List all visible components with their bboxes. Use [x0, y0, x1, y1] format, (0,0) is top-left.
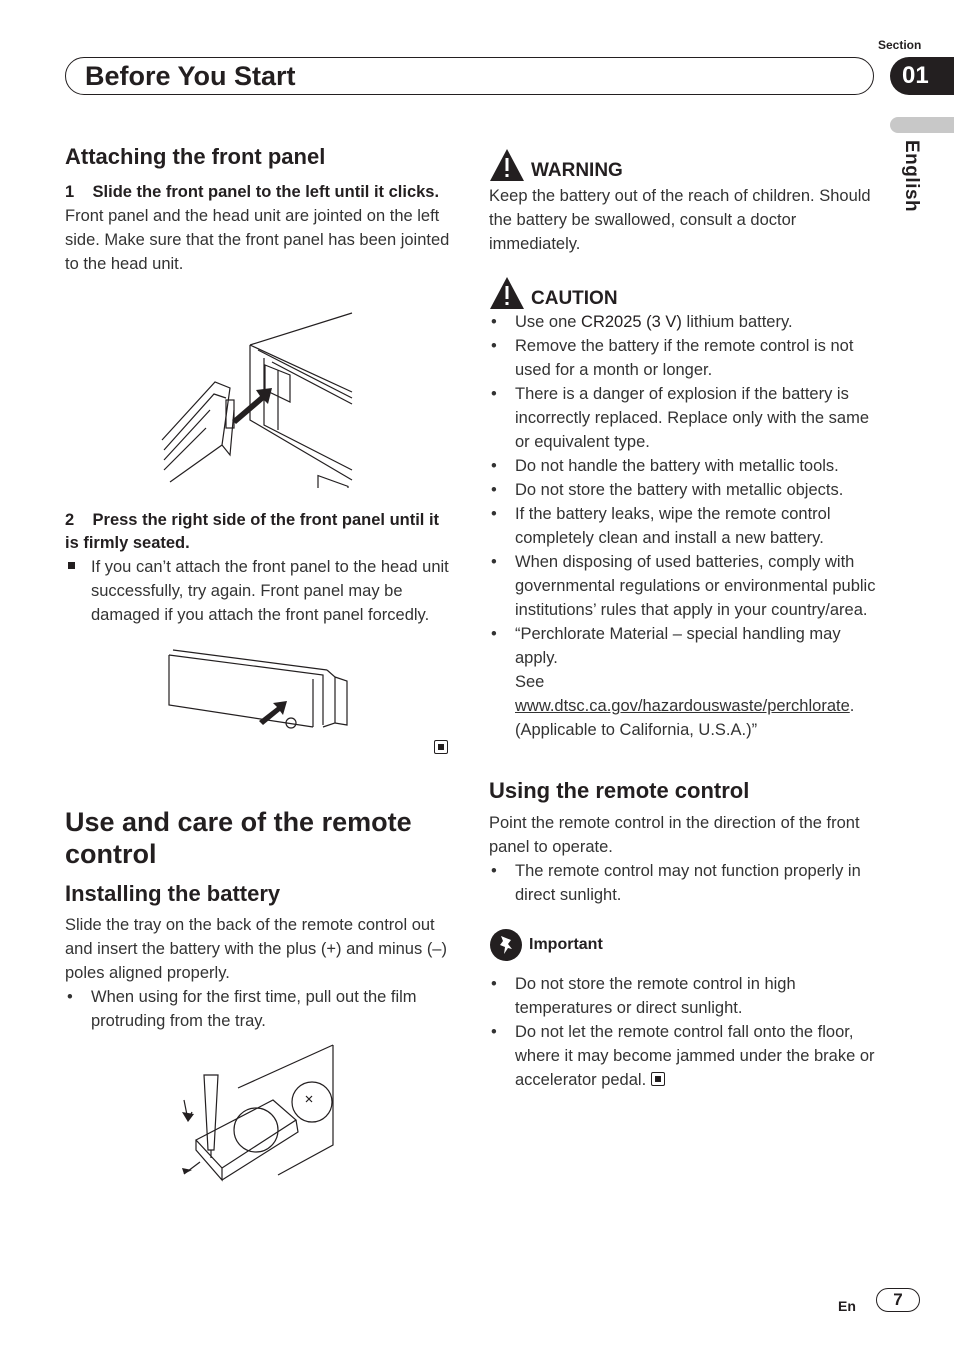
caution-item-1-post: lithium battery. — [681, 313, 793, 331]
installing-battery-heading: Installing the battery — [65, 881, 281, 906]
language-tab — [890, 117, 954, 133]
installing-battery-section — [65, 913, 455, 1033]
caution-item: • There is a danger of explosion if the battery is incorrectly replaced. Replace only with the same or equivalent type. — [489, 382, 879, 454]
warning-block — [489, 148, 879, 256]
press-panel-illustration — [163, 645, 353, 730]
caution-item — [489, 310, 879, 334]
dtsc-link[interactable]: www.dtsc.ca.gov/hazardouswaste/perchlorate — [515, 697, 850, 715]
battery-tray-illustration — [178, 1040, 338, 1185]
using-remote-section — [489, 811, 879, 907]
step-2-note: If you can’t attach the front panel to the head unit successfully, try again. Front panel may be damaged if you attach the front panel forcedly. — [65, 555, 450, 627]
caution-item: • Remove the battery if the remote control is not used for a month or longer. — [489, 334, 879, 382]
perchlorate-text: “Perchlorate Material – special handling may apply. — [515, 625, 841, 667]
step-1-text: Slide the front panel to the left until it clicks. — [92, 183, 440, 201]
caution-item: • If the battery leaks, wipe the remote control completely clean and install a new battery. — [489, 502, 879, 550]
caution-item: • When disposing of used batteries, comply with governmental regulations or environmental public institutions’ rules that apply in your country/area. — [489, 550, 879, 622]
page-title: Before You Start — [85, 61, 296, 91]
footer-language: En — [838, 1298, 856, 1314]
step-2-number: 2 — [65, 511, 75, 529]
section-label: Section — [878, 38, 922, 52]
important-pin-icon — [489, 928, 523, 962]
caution-block — [489, 276, 879, 742]
page-number: 7 — [876, 1288, 920, 1312]
important-item — [489, 1020, 879, 1092]
attaching-heading: Attaching the front panel — [65, 144, 326, 169]
caution-item-1-pre: Use one — [515, 313, 582, 331]
caution-label: CAUTION — [531, 288, 618, 309]
caution-item — [489, 622, 879, 742]
important-item: • Do not store the remote control in high temperatures or direct sunlight. — [489, 972, 879, 1020]
remote-care-heading: Use and care of the remote control — [65, 807, 412, 869]
using-remote-bullet: • The remote control may not function properly in direct sunlight. — [489, 859, 879, 907]
warning-triangle-icon — [489, 148, 525, 182]
using-remote-heading: Using the remote control — [489, 778, 750, 803]
perchlorate-see: See — [515, 673, 545, 691]
caution-item: • Do not store the battery with metallic objects. — [489, 478, 879, 502]
using-remote-body: Point the remote control in the direction of the front panel to operate. — [489, 814, 860, 856]
warning-text: Keep the battery out of the reach of children. Should the battery be swallowed, consult a doctor immediately. — [489, 187, 871, 253]
perchlorate-post: . (Applicable to California, U.S.A.)” — [515, 697, 855, 739]
end-of-section-icon — [651, 1072, 665, 1086]
caution-triangle-icon — [489, 276, 525, 310]
step-2 — [65, 509, 450, 627]
step-1-number: 1 — [65, 183, 75, 201]
step-1 — [65, 181, 450, 276]
battery-type: CR2025 (3 V) — [581, 313, 682, 331]
step-2-text: Press the right side of the front panel until it is firmly seated. — [65, 511, 440, 552]
important-item-2-text: Do not let the remote control fall onto the floor, where it may become jammed under the brake or accelerator pedal. — [515, 1023, 875, 1089]
language-label: English — [901, 140, 922, 213]
attach-panel-illustration — [160, 310, 360, 488]
installing-battery-body: Slide the tray on the back of the remote control out and insert the battery with the plus (+) and minus (–) poles aligned properly. — [65, 916, 447, 982]
important-block — [489, 928, 879, 1092]
section-number-badge: 01 — [890, 57, 954, 95]
caution-item: • Do not handle the battery with metallic tools. — [489, 454, 879, 478]
step-1-body: Front panel and the head unit are jointed on the left side. Make sure that the front panel has been jointed to the head unit. — [65, 207, 450, 273]
important-label: Important — [529, 936, 603, 953]
end-of-section-icon — [434, 740, 448, 754]
installing-battery-bullet: • When using for the first time, pull out the film protruding from the tray. — [65, 985, 455, 1033]
warning-label: WARNING — [531, 160, 623, 181]
